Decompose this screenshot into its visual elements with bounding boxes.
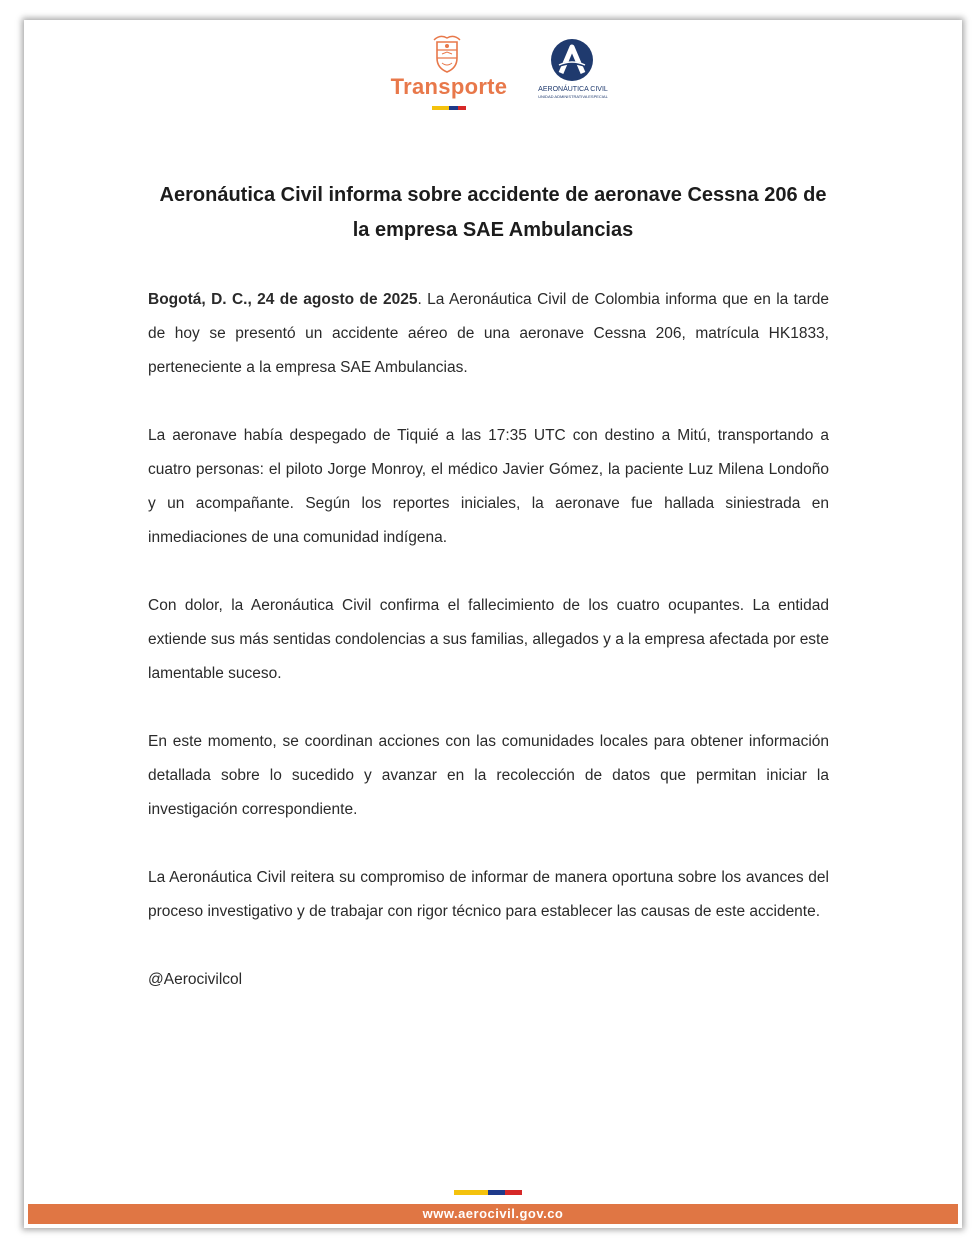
aerocivil-subtitle: UNIDAD ADMINISTRATIVA ESPECIAL [538,94,608,99]
social-handle: @Aerocivilcol [148,971,243,988]
title-line-1: Aeronáutica Civil informa sobre accidente de aeronave Cessna 206 de [159,184,827,206]
dateline: Bogotá, D. C., 24 de agosto de 2025 [148,291,418,308]
paragraph-1-text: . La Aeronáutica Civil de Colombia informa que en la tarde de hoy se presentó un accidente aéreo de una aeronave Cessna 206, matrícula HK1833, perteneciente a la empresa SAE Ambulancias. [148,291,829,376]
press-release-body [148,283,829,997]
press-release-page [24,20,962,1228]
title-line-2: la empresa SAE Ambulancias [352,219,634,241]
transporte-wordmark: Transporte [390,74,508,99]
aerocivil-name: AERONÁUTICA CIVIL [538,86,608,93]
transporte-logo [384,34,514,124]
paragraph-5: La Aeronáutica Civil reitera su compromiso de informar de manera oportuna sobre los avances del proceso investigativo y de trabajar con rigor técnico para establecer las causas de este accidente. [148,869,829,920]
paragraph-3: Con dolor, la Aeronáutica Civil confirma el fallecimiento de los cuatro ocupantes. La entidad extiende sus más sentidas condolencias a sus familias, allegados y a la empresa afectada por este lamentable suceso. [148,597,829,682]
page-title [124,178,862,248]
colombia-coat-of-arms-icon [430,34,464,74]
aerocivil-a-icon [550,38,594,82]
footer-flag-stripe [454,1190,522,1195]
paragraph-1 [148,283,829,385]
aerocivil-logo [528,36,618,116]
letterhead [24,34,962,134]
paragraph-2: La aeronave había despegado de Tiquié a las 17:35 UTC con destino a Mitú, transportando a cuatro personas: el piloto Jorge Monroy, el médico Javier Gómez, la paciente Luz Milena Londoño y un acompañante. Según los reportes iniciales, la aeronave fue hallada siniestrada en inmediaciones de una comunidad indígena. [148,427,829,546]
colombia-flag-stripe [432,106,466,110]
footer-url[interactable]: www.aerocivil.gov.co [422,1206,564,1221]
footer-url-bar [28,1204,958,1224]
paragraph-4: En este momento, se coordinan acciones con las comunidades locales para obtener información detallada sobre lo sucedido y avanzar en la recolección de datos que permitan iniciar la investigación correspondiente. [148,733,829,818]
